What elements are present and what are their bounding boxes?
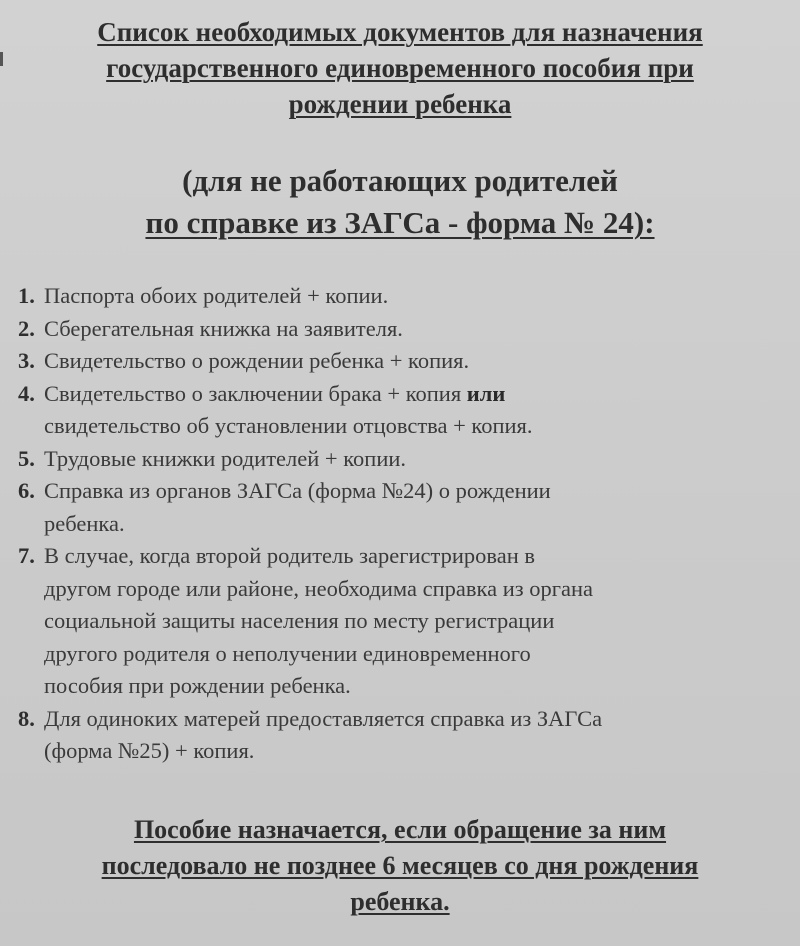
list-item [18,443,786,476]
item-text: Свидетельство о рождении ребенка + копия. [44,348,470,373]
list-item [18,378,786,443]
document-subtitle [20,160,780,244]
item-number: 6. [18,478,35,503]
footer-note [10,812,790,920]
list-item [18,540,786,703]
item-number: 4. [18,380,35,406]
item-text: Сберегательная книжка на заявителя. [44,315,403,341]
item-number: 8. [18,705,35,731]
item-number: 7. [18,543,35,568]
item-number: 2. [18,315,35,341]
item-text: Паспорта обоих родителей + копии. [44,283,389,308]
footer-line-3: ребенка. [350,887,450,916]
list-item [18,313,786,346]
item-number: 5. [18,445,35,471]
item-text: пособия при рождении ребенка. [44,673,351,698]
item-text: (форма №25) + копия. [44,738,255,763]
list-item [18,703,786,768]
title-line-3: рождении ребенка [288,89,512,119]
item-bold-word: или [466,380,506,406]
item-text: свидетельство об установлении отцовства + копия. [44,413,533,438]
item-text: ребенка. [44,510,125,536]
item-text: социальной защиты населения по месту регистрации [44,608,555,633]
footer-line-2: последовало не позднее 6 месяцев со дня рождения [101,851,699,880]
item-number: 3. [18,348,35,373]
list-item [18,345,786,378]
item-text-line [44,378,786,411]
item-text: другом городе или районе, необходима справка из органа [44,575,594,601]
item-text: Свидетельство о заключении брака + копия [44,380,467,406]
document-title [20,14,780,122]
edge-mark [0,52,3,66]
subtitle-line-1: (для не работающих родителей [182,163,618,198]
title-line-2: государственного единовременного пособия при [106,53,694,83]
documents-list [18,280,786,768]
list-item [18,475,786,540]
list-item [18,280,786,313]
item-text: другого родителя о неполучении единовременного [44,640,531,666]
footer-line-1: Пособие назначается, если обращение за ним [133,815,667,844]
item-text: В случае, когда второй родитель зарегистрирован в [44,543,536,568]
item-number: 1. [18,283,35,308]
title-line-1: Список необходимых документов для назначения [97,17,703,47]
subtitle-line-2: по справке из ЗАГСа - форма № 24): [145,205,655,240]
item-text: Трудовые книжки родителей + копии. [44,445,407,471]
item-text: Для одиноких матерей предоставляется справка из ЗАГСа [44,705,603,731]
item-text: Справка из органов ЗАГСа (форма №24) о рождении [44,478,551,503]
